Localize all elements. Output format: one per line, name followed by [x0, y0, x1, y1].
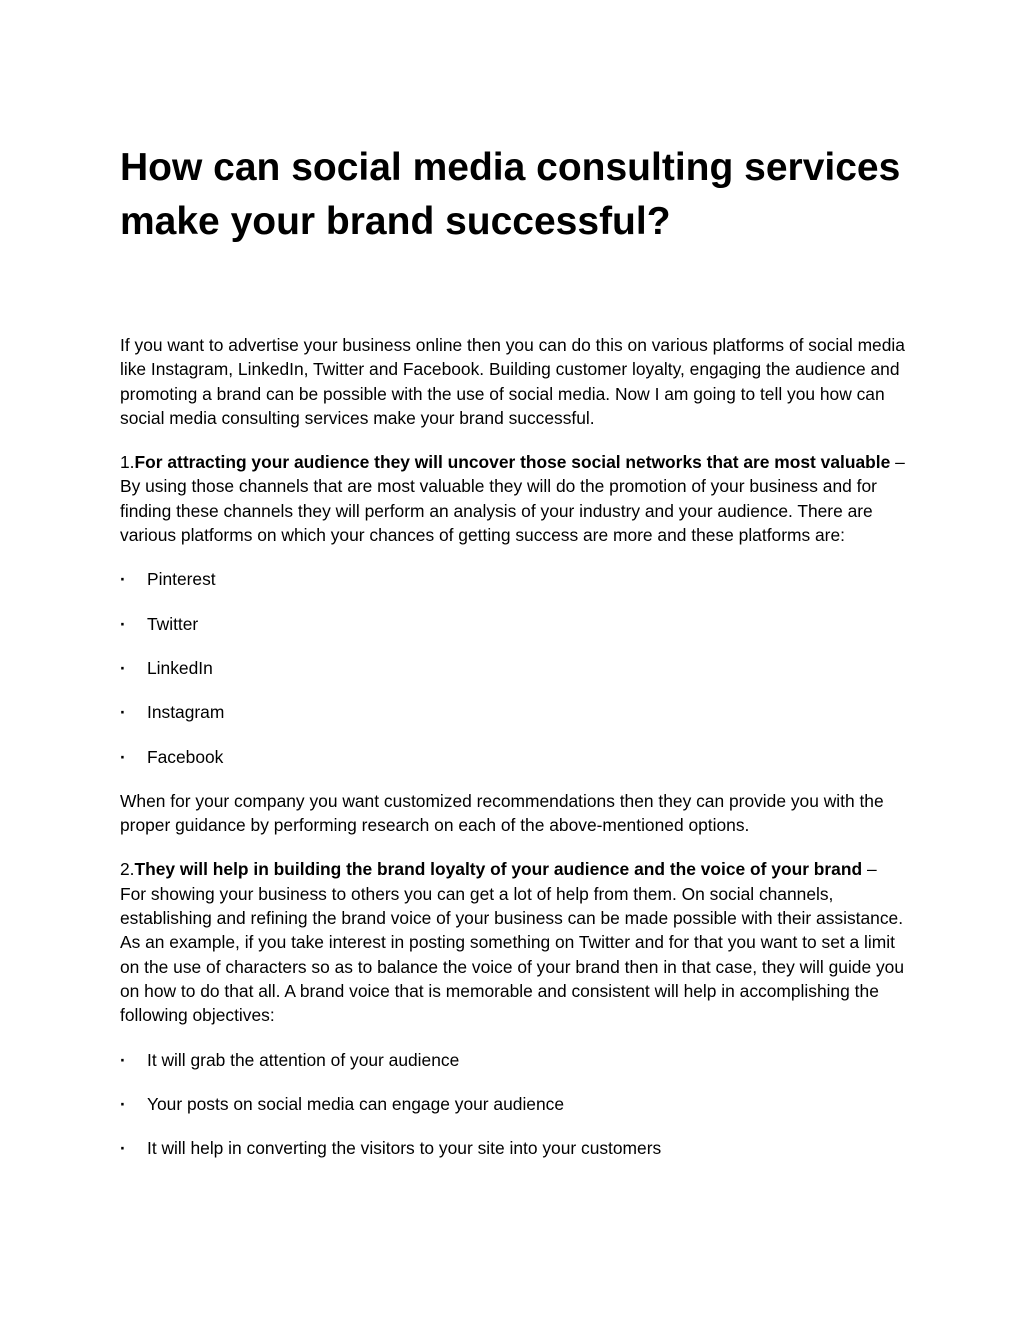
- page-title: How can social media consulting services make your brand successful?: [120, 146, 901, 243]
- list-item: [120, 700, 905, 724]
- list-item: [120, 656, 905, 680]
- bullet-icon: ·: [120, 1049, 126, 1070]
- list-item-text: Pinterest: [147, 569, 216, 590]
- list-item: [120, 1092, 905, 1116]
- intro-paragraph: If you want to advertise your business online then you can do this on various platforms of social media like Instagram, LinkedIn, Twitter and Facebook. Building customer loyalty, engaging the audience and promoting a brand can be possible with the use of social media. Now I am going to tell you how can social media consulting services make your brand successful.: [120, 335, 905, 428]
- list-item-text: Your posts on social media can engage your audience: [147, 1093, 565, 1114]
- list-item: [120, 1048, 905, 1072]
- list-item: [120, 567, 905, 591]
- list-item: [120, 1136, 905, 1160]
- list-item-text: Twitter: [147, 613, 199, 634]
- section-2-number: 2.: [120, 859, 135, 880]
- section-1-number: 1.: [120, 452, 135, 473]
- platforms-list: [120, 567, 905, 768]
- section-1-closing: When for your company you want customized recommendations then they can provide you with the proper guidance by performing research on each of the above-mentioned options.: [120, 790, 884, 836]
- section-1-paragraph: [120, 450, 905, 547]
- list-item-text: Facebook: [147, 746, 224, 767]
- section-2-heading: They will help in building the brand loyalty of your audience and the voice of your brand: [134, 859, 863, 880]
- list-item-text: LinkedIn: [147, 657, 213, 678]
- list-item-text: It will grab the attention of your audience: [147, 1049, 460, 1070]
- document-page: [120, 141, 905, 1180]
- bullet-icon: ·: [120, 1093, 126, 1114]
- list-item-text: Instagram: [147, 702, 225, 723]
- section-1-heading: For attracting your audience they will uncover those social networks that are most valuable: [134, 452, 891, 473]
- list-item: [120, 745, 905, 769]
- bullet-icon: ·: [120, 746, 126, 767]
- objectives-list: [120, 1048, 905, 1161]
- list-item: [120, 612, 905, 636]
- bullet-icon: ·: [120, 1138, 126, 1159]
- section-2-body: – For showing your business to others you can get a lot of help from them. On social channels, establishing and refining the brand voice of your business can be made possible with their assistance. As an example, if you take interest in posting something on Twitter and for that you want to set a limit on the use of characters so as to balance the voice of your brand then in that case, they will guide you on how to do that all. A brand voice that is memorable and consistent will help in accomplishing the following objectives:: [120, 859, 905, 1026]
- section-1-body: – By using those channels that are most valuable they will do the promotion of your business and for finding these channels they will perform an analysis of your industry and your audience. There are various platforms on which your chances of getting success are more and these platforms are:: [120, 452, 905, 546]
- bullet-icon: ·: [120, 569, 126, 590]
- list-item-text: It will help in converting the visitors to your site into your customers: [147, 1138, 662, 1159]
- bullet-icon: ·: [120, 613, 126, 634]
- section-2-paragraph: [120, 857, 905, 1027]
- bullet-icon: ·: [120, 702, 126, 723]
- bullet-icon: ·: [120, 657, 126, 678]
